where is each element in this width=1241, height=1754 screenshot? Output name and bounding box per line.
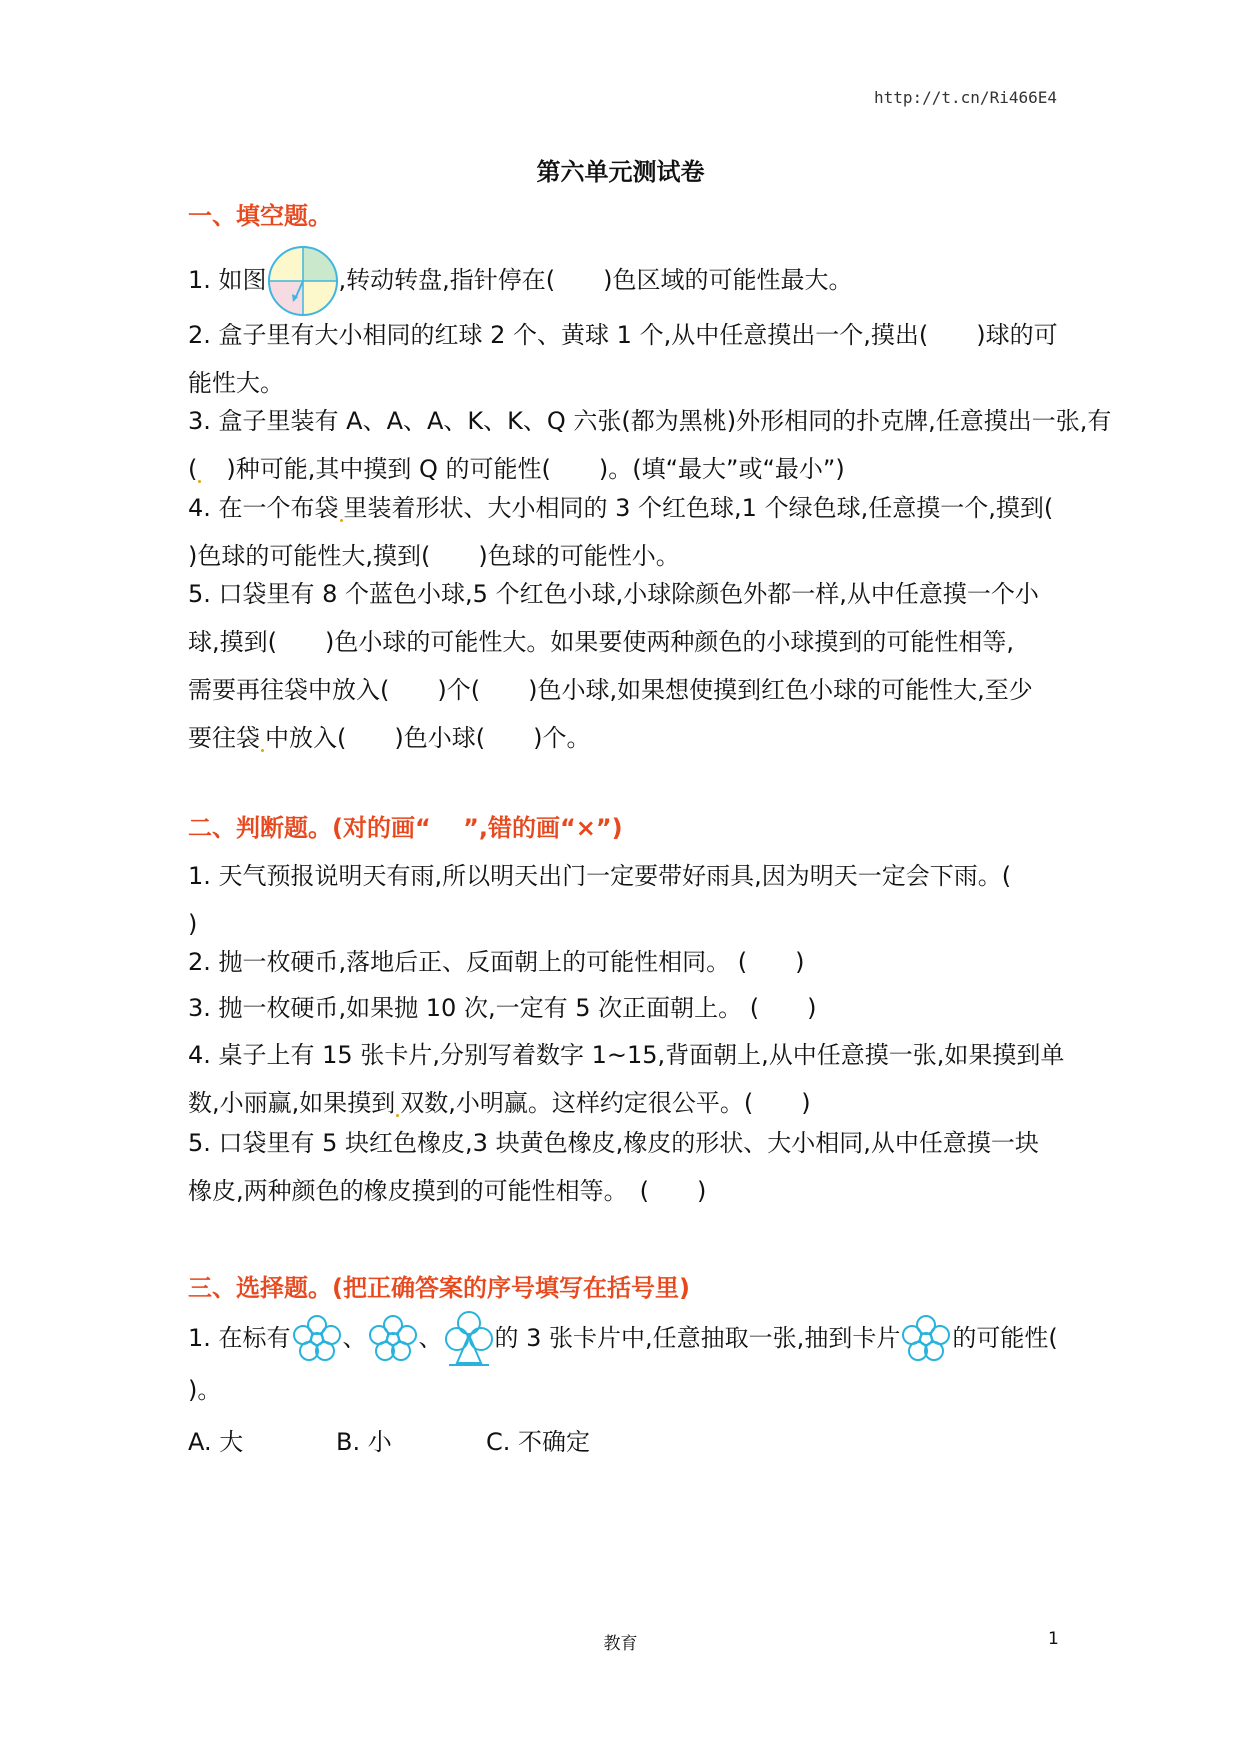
s2-q4-line2: 数,小丽赢,如果摸到 双数,小明赢。这样约定很公平。( )	[188, 1089, 811, 1117]
s1-question-3	[188, 397, 1112, 493]
flower-card-icon	[291, 1313, 343, 1365]
s2-question-3: 3. 抛一枚硬币,如果抛 10 次,一定有 5 次正面朝上。 ( )	[188, 994, 817, 1022]
section-2-heading: 二、判断题。(对的画“ ”,错的画“×”)	[188, 814, 623, 842]
s3-q1-line2: )。	[188, 1376, 222, 1404]
s2-question-5	[188, 1119, 1058, 1215]
tree-card-icon	[443, 1309, 495, 1369]
s1-q1-prefix: 1. 如图	[188, 266, 267, 294]
page-title: 第六单元测试卷	[536, 158, 705, 186]
s1-q1-suffix: ,转动转盘,指针停在( )色区域的可能性最大。	[338, 266, 853, 294]
s1-q4-line1: 4. 在一个布袋 里装着形状、大小相同的 3 个红色球,1 个绿色球,任意摸一个,摸到(	[188, 494, 1054, 522]
option-c: C. 不确定	[486, 1428, 591, 1456]
s2-q4-line1: 4. 桌子上有 15 张卡片,分别写着数字 1~15,背面朝上,从中任意摸一张,如果摸到单	[188, 1041, 1065, 1069]
mark-dot	[396, 1114, 399, 1117]
s1-q5-line3: 需要再往袋中放入( )个( )色小球,如果想使摸到红色小球的可能性大,至少	[188, 676, 1033, 704]
s1-q2-line2: 能性大。	[188, 369, 284, 397]
option-b: B. 小	[336, 1428, 392, 1456]
s1-question-5	[188, 570, 1058, 762]
s1-q3-line2: ( )种可能,其中摸到 Q 的可能性( )。(填“最大”或“最小”)	[188, 455, 845, 483]
mark-dot	[340, 519, 343, 522]
s1-q4-line2: )色球的可能性大,摸到( )色球的可能性小。	[188, 542, 680, 570]
s2-question-1	[188, 852, 1058, 948]
page-number: 1	[1048, 1629, 1059, 1649]
s2-q1-line2: )	[188, 910, 198, 938]
flower-card-icon	[367, 1313, 419, 1365]
s1-q3-line1: 3. 盒子里装有 A、A、A、K、K、Q 六张(都为黑桃)外形相同的扑克牌,任意摸出一张,有	[188, 407, 1112, 435]
s1-q5-line2: 球,摸到( )色小球的可能性大。如果要使两种颜色的小球摸到的可能性相等,	[188, 628, 1014, 656]
s3-q1-options	[188, 1418, 1058, 1466]
s3-q1-sep2: 、	[418, 1324, 443, 1352]
s2-q1-line1: 1. 天气预报说明天有雨,所以明天出门一定要带好雨具,因为明天一定会下雨。(	[188, 862, 1012, 890]
spinner-icon	[267, 245, 339, 317]
s3-q1-middle: 的 3 张卡片中,任意抽取一张,抽到卡片	[494, 1324, 901, 1352]
s3-q1-prefix: 1. 在标有	[188, 1324, 291, 1352]
footer-text: 教育	[603, 1634, 638, 1654]
mark-dot	[198, 480, 201, 483]
s2-q5-line1: 5. 口袋里有 5 块红色橡皮,3 块黄色橡皮,橡皮的形状、大小相同,从中任意摸一块	[188, 1129, 1039, 1157]
s1-question-2	[188, 311, 1058, 407]
s1-q2-line1: 2. 盒子里有大小相同的红球 2 个、黄球 1 个,从中任意摸出一个,摸出( )球的可	[188, 321, 1058, 349]
s2-question-2: 2. 抛一枚硬币,落地后正、反面朝上的可能性相同。 ( )	[188, 948, 805, 976]
s2-question-4	[188, 1031, 1065, 1127]
s2-q5-line2: 橡皮,两种颜色的橡皮摸到的可能性相等。 ( )	[188, 1177, 707, 1205]
section-1-heading: 一、填空题。	[188, 202, 332, 230]
s3-q1-sep1: 、	[342, 1324, 367, 1352]
mark-dot	[261, 749, 264, 752]
s3-q1-suffix: 的可能性(	[952, 1324, 1058, 1352]
s3-question-1	[188, 1306, 1058, 1370]
s1-question-1	[188, 244, 1058, 317]
s1-q5-line1: 5. 口袋里有 8 个蓝色小球,5 个红色小球,小球除颜色外都一样,从中任意摸一个小	[188, 580, 1039, 608]
section-3-heading: 三、选择题。(把正确答案的序号填写在括号里)	[188, 1274, 690, 1302]
header-url: http://t.cn/Ri466E4	[873, 88, 1057, 107]
option-a: A. 大	[188, 1428, 244, 1456]
flower-card-icon	[900, 1313, 952, 1365]
s1-question-4	[188, 484, 1058, 580]
s1-q5-line4: 要往袋 中放入( )色小球( )个。	[188, 724, 591, 752]
